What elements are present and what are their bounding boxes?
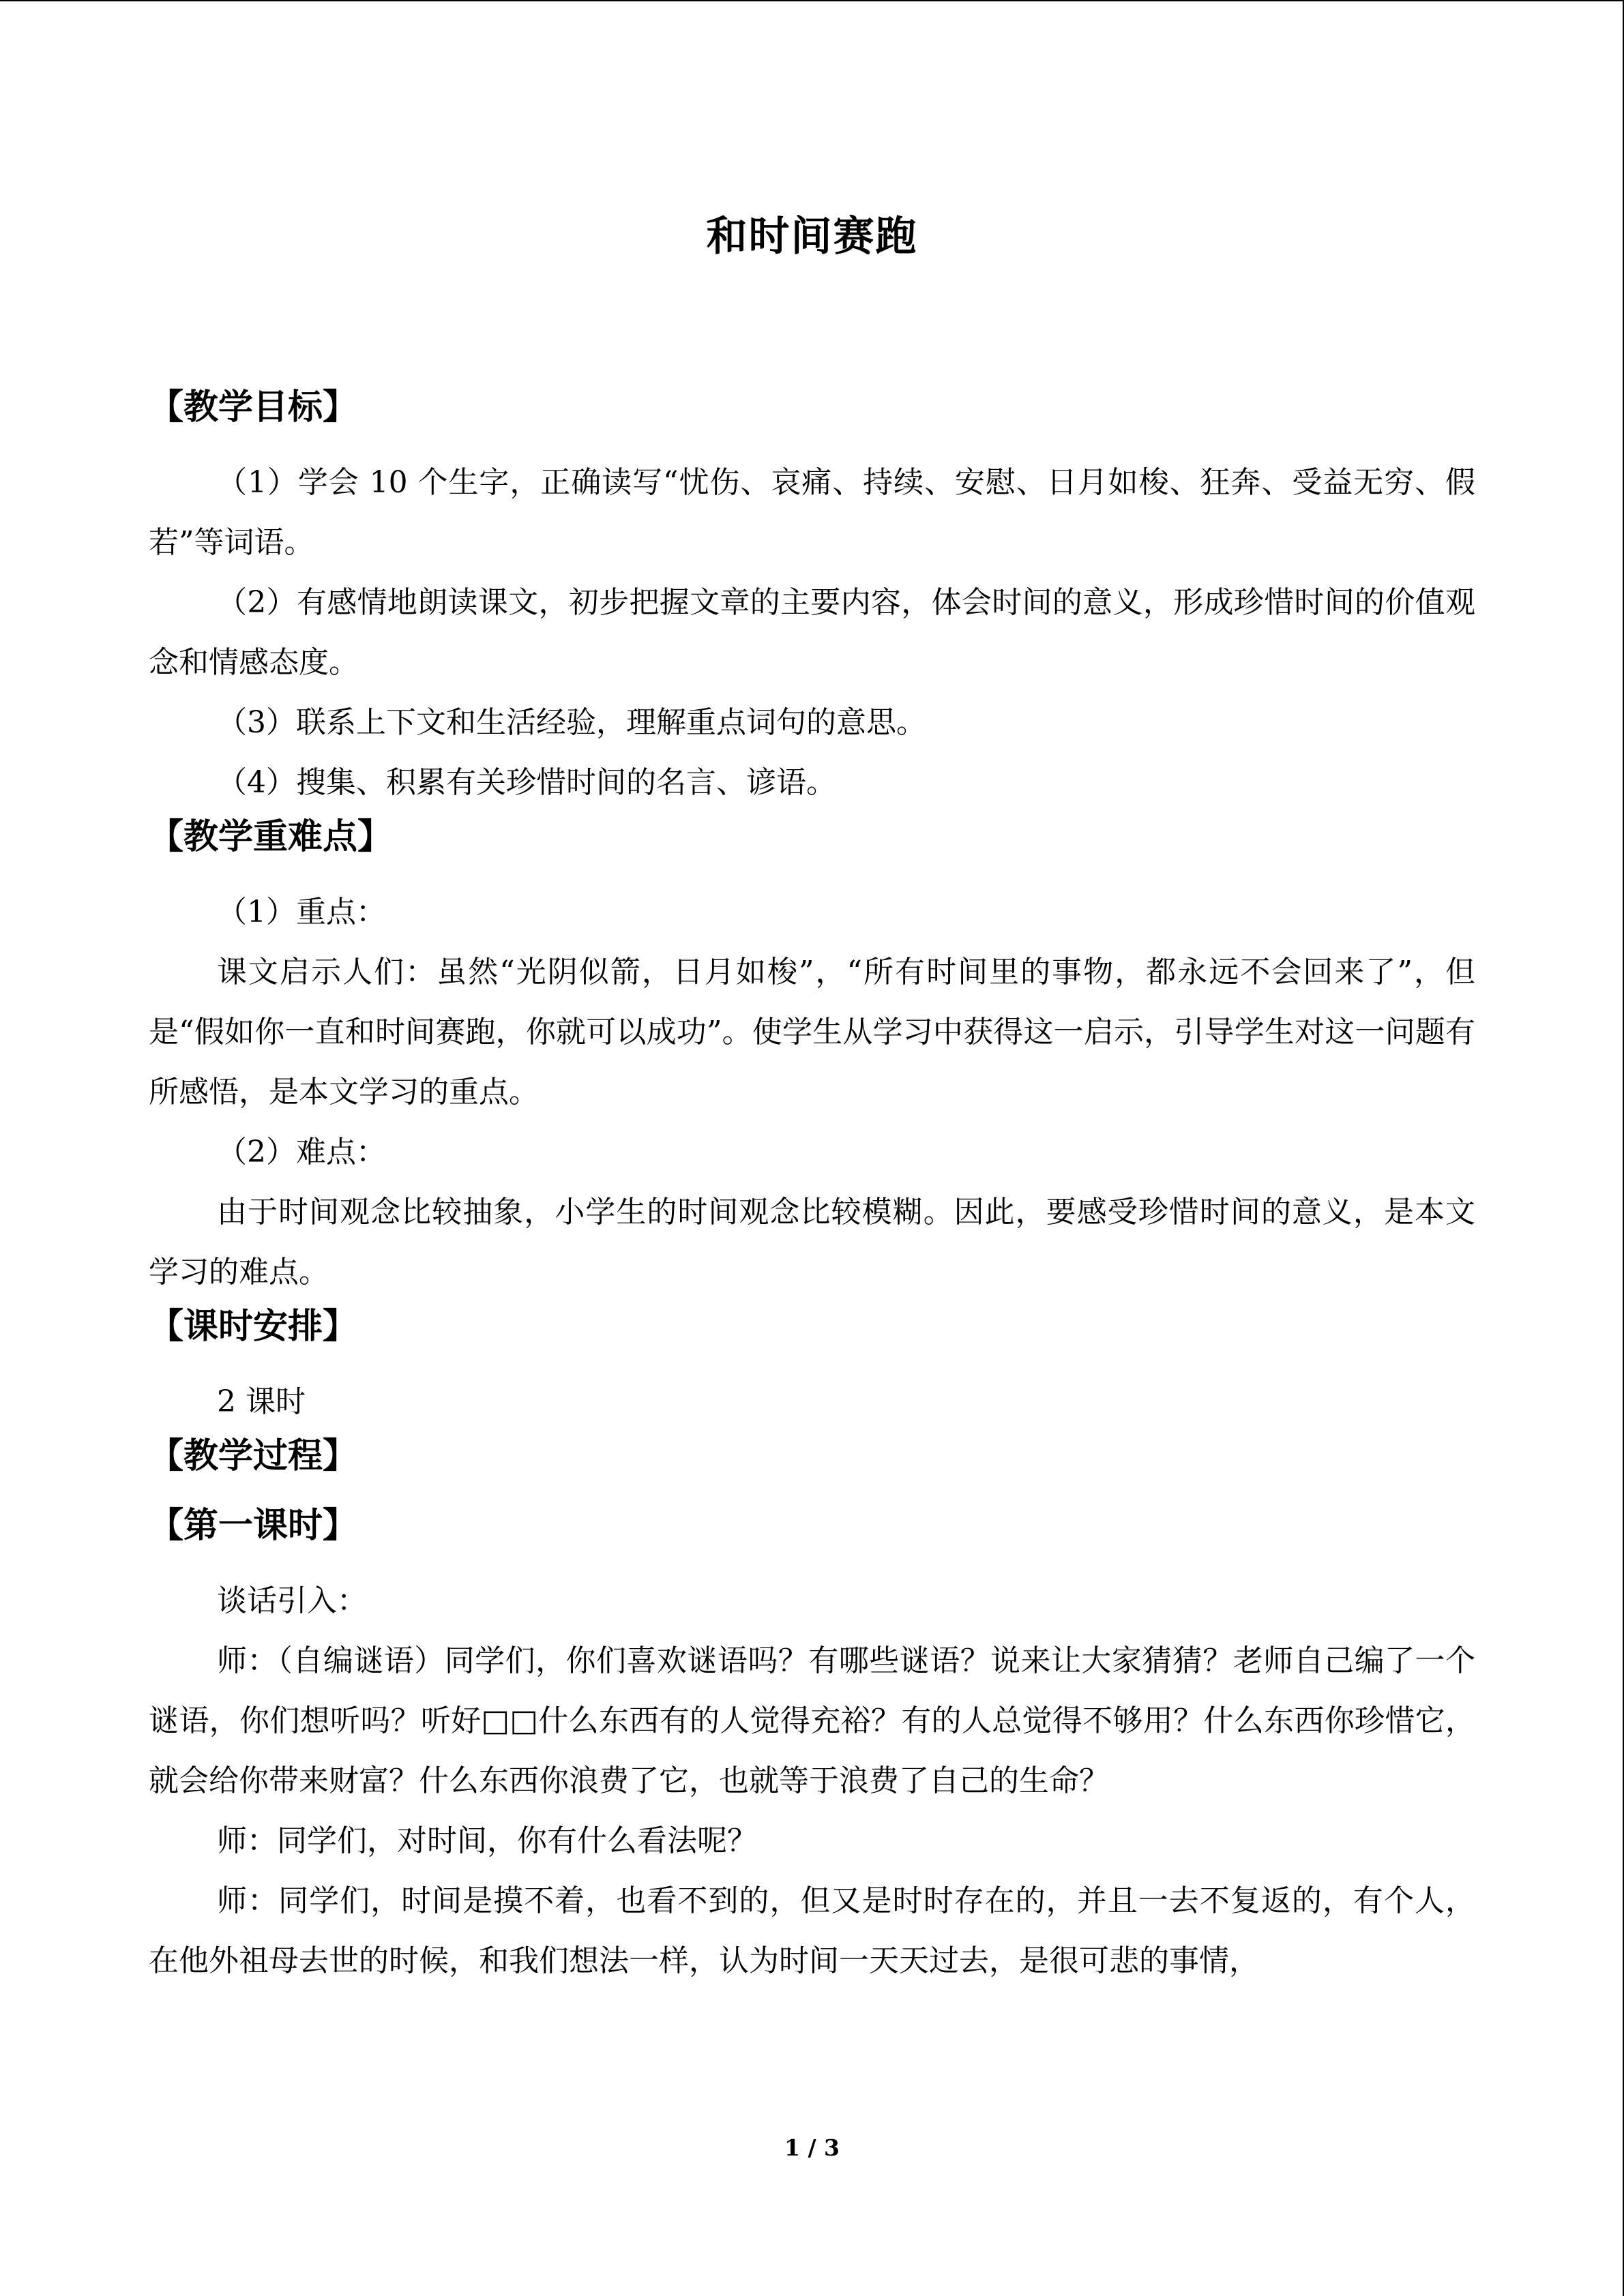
section-heading-schedule: 【课时安排】 <box>149 1307 358 1347</box>
section-heading-lesson1: 【第一课时】 <box>149 1506 358 1546</box>
lesson1-intro-label: 谈话引入： <box>217 1583 367 1618</box>
lesson1-paragraph-3: 师：同学们，时间是摸不着，也看不到的，但又是时时存在的，并且一去不复返的，有个人，在他外祖母去世的时候，和我们想法一样，认为时间一天天过去，是很可悲的事情， <box>149 1883 1475 1978</box>
lesson1-paragraph-1: 师：（自编谜语）同学们，你们喜欢谜语吗？有哪些谜语？说来让大家猜猜？老师自己编了一个谜语，你们想听吗？听好□□什么东西有的人觉得充裕？有的人总觉得不够用？什么东西你珍惜它，就会给你带来财富？什么东西你浪费了它，也就等于浪费了自己的生命？ <box>149 1643 1475 1798</box>
difficulty-label: （2）难点： <box>217 1135 386 1169</box>
objective-item-3: （3）联系上下文和生活经验，理解重点词句的意思。 <box>217 705 926 740</box>
objective-item-4: （4）搜集、积累有关珍惜时间的名言、谚语。 <box>217 765 836 800</box>
section-heading-key-points: 【教学重难点】 <box>149 817 393 857</box>
section-heading-objectives: 【教学目标】 <box>149 387 358 428</box>
section-heading-process: 【教学过程】 <box>149 1436 358 1476</box>
objective-item-2: （2）有感情地朗读课文，初步把握文章的主要内容，体会时间的意义，形成珍惜时间的价值观念和情感态度。 <box>149 585 1475 680</box>
page-indicator: 1 / 3 <box>784 2134 840 2161</box>
document-title: 和时间赛跑 <box>706 213 918 260</box>
key-point-label: （1）重点： <box>217 895 386 929</box>
key-point-text: 课文启示人们：虽然“光阴似箭，日月如梭”，“所有时间里的事物，都永远不会回来了”，但是“假如你一直和时间赛跑，你就可以成功”。使学生从学习中获得这一启示，引导学生对这一问题有所感悟，是本文学习的重点。 <box>149 955 1475 1109</box>
schedule-text: 2 课时 <box>217 1384 306 1419</box>
lesson1-paragraph-2: 师：同学们，对时间，你有什么看法呢？ <box>217 1823 757 1858</box>
difficulty-text: 由于时间观念比较抽象，小学生的时间观念比较模糊。因此，要感受珍惜时间的意义，是本文学习的难点。 <box>149 1195 1475 1289</box>
objective-item-1: （1）学会 10 个生字，正确读写“忧伤、哀痛、持续、安慰、日月如梭、狂奔、受益无穷、假若”等词语。 <box>149 465 1475 560</box>
document-body <box>149 383 1475 1991</box>
